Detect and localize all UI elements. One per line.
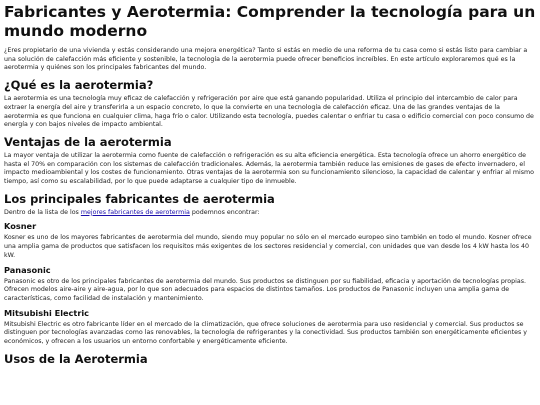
brand-paragraph-kosner: Kosner es uno de los mayores fabricantes de aerotermia del mundo, siendo muy popular no sólo en el mercado europeo sino también en todo el mundo. Kosner ofrece una amplia gama de productos que satisfacen los requisitos más exigentes de los sectores residencial y comercial, con unidades que van desde los 4 kW hasta los 40 kW. <box>4 234 532 259</box>
page-title: Fabricantes y Aerotermia: Comprender la tecnología para un mundo moderno <box>4 3 536 40</box>
brand-heading-kosner: Kosner <box>4 221 37 232</box>
heading-advantages: Ventajas de la aerotermia <box>4 134 172 149</box>
advantages-paragraph: La mayor ventaja de utilizar la aerotermia como fuente de calefacción o refrigeración es su alta eficiencia energética. Esta tecnología ofrece un ahorro energético de hasta el 70% en comparación con los sistemas de calefacción tradicionales. Además, la aerotermia también reduce las emisiones de gases de efecto invernadero, el impacto medioambiental y los costes de funcionamiento. Otras ventajas de la aerotermia son su funcionamiento silencioso, la capacidad de calentar y enfriar al mismo tiempo, así como su escalabilidad, por lo que puede adaptarse a cualquier tipo de inmueble. <box>4 151 535 186</box>
brand-heading-panasonic: Panasonic <box>4 264 51 275</box>
heading-what-is: ¿Qué es la aerotermia? <box>4 78 154 93</box>
manufacturers-intro <box>4 209 536 218</box>
manufacturers-intro-before: Dentro de la lista de los <box>4 208 81 216</box>
brand-paragraph-mitsubishi: Mitsubishi Electric es otro fabricante líder en el mercado de la climatización, que ofrece soluciones de aerotermia para uso residencial y comercial. Sus productos se distinguen por tecnologías avanzadas como las renovables, la tecnología de refrigerantes y la conectividad. Sus productos también son energéticamente eficientes y económicos, y ofrecen a los usuarios un entorno confortable y energéticamente eficiente. <box>4 320 528 346</box>
brand-paragraph-panasonic: Panasonic es otro de los principales fabricantes de aerotermia del mundo. Sus productos se distinguen por su fiabilidad, eficacia y aportación de tecnologías propias. Ofrecen modelos aire-aire y aire-agua, por lo que son adecuados para espacios de distintos tamaños. Los productos de Panasonic incluyen una amplia gama de características, como facilidad de instalación y mantenimiento. <box>4 277 527 302</box>
intro-paragraph: ¿Eres propietario de una vivienda y estás considerando una mejora energética? Tanto si estás en medio de una reforma de tu casa como si estás listo para cambiar a una solución de calefacción más eficiente y sostenible, la tecnología de la aerotermia puede ofrecer beneficios increíbles. En este artículo exploraremos qué es la aerotermia y quiénes son los principales fabricantes del mundo. <box>4 47 528 72</box>
brand-heading-mitsubishi: Mitsubishi Electric <box>4 307 90 318</box>
what-is-paragraph: La aerotermia es una tecnología muy eficaz de calefacción y refrigeración por aire que está ganando popularidad. Utiliza el principio del intercambio de calor para extraer la energía del aire y transferirla a un espacio concreto, lo que la convierte en una tecnología de calefacción eficaz. Una de las grandes ventajas de la aerotermia es que funciona en cualquier clima, haga frío o calor. Utilizando esta tecnología, puedes calentar o enfriar tu casa o edificio comercial con poco consumo de energía y con bajos niveles de impacto ambiental. <box>4 95 534 129</box>
manufacturers-link[interactable]: mejores fabricantes de aerotermia <box>80 208 190 216</box>
heading-uses: Usos de la Aerotermia <box>4 351 148 366</box>
manufacturers-intro-after: podemnos encontrar: <box>189 208 260 216</box>
heading-manufacturers: Los principales fabricantes de aerotermia <box>4 191 275 206</box>
